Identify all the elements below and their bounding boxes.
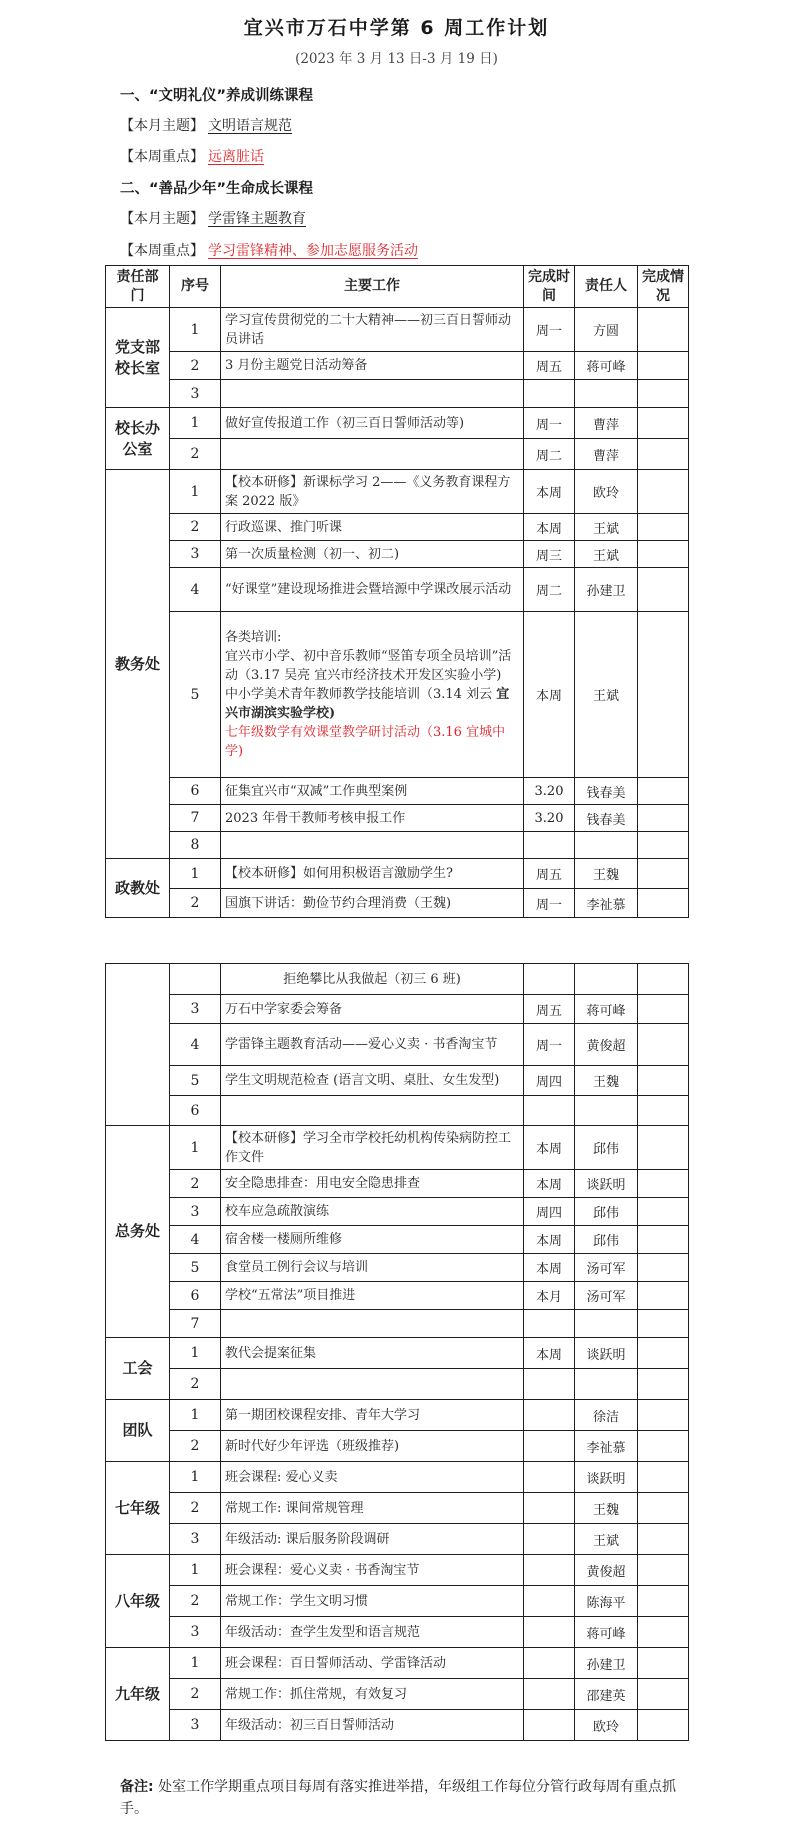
month-theme-value: 文明语言规范 xyxy=(208,118,292,134)
week-focus-label: 【本周重点】 xyxy=(120,243,204,259)
header-dept: 责任部门 xyxy=(106,266,170,308)
num-cell: 7 xyxy=(170,1310,221,1338)
task-cell xyxy=(221,380,524,408)
person-cell: 王斌 xyxy=(575,541,638,568)
task-cell: 班会课程：百日誓师活动、学雷锋活动 xyxy=(221,1648,524,1679)
table-header-row xyxy=(106,266,689,308)
status-cell xyxy=(638,1310,689,1338)
section-1-heading: 一、“文明礼仪”养成训练课程 xyxy=(120,88,314,104)
num-cell: 4 xyxy=(170,1024,221,1066)
time-cell: 3.20 xyxy=(524,805,575,832)
task-cell xyxy=(221,1310,524,1338)
status-cell xyxy=(638,832,689,859)
status-cell xyxy=(638,1524,689,1555)
person-cell: 王斌 xyxy=(575,1524,638,1555)
time-cell xyxy=(524,1555,575,1586)
table-row xyxy=(106,1431,689,1462)
task-cell xyxy=(221,439,524,470)
person-cell: 王斌 xyxy=(575,514,638,541)
num-cell: 6 xyxy=(170,1096,221,1126)
num-cell: 6 xyxy=(170,778,221,805)
num-cell: 2 xyxy=(170,514,221,541)
task-cell xyxy=(221,1096,524,1126)
training-item-art-venue: 宜兴市湖滨实验学校) xyxy=(225,687,510,721)
time-cell: 本周 xyxy=(524,514,575,541)
table-row xyxy=(106,1617,689,1648)
task-cell: 校车应急疏散演练 xyxy=(221,1198,524,1226)
table-row xyxy=(106,1400,689,1431)
num-cell: 8 xyxy=(170,832,221,859)
section-2-month-theme xyxy=(120,208,312,228)
time-cell xyxy=(524,1710,575,1741)
task-cell-training xyxy=(221,612,524,778)
status-cell xyxy=(638,1170,689,1198)
person-cell xyxy=(575,832,638,859)
task-cell: 学校“五常法”项目推进 xyxy=(221,1282,524,1310)
task-cell: 班会课程：爱心义卖 · 书香淘宝节 xyxy=(221,1555,524,1586)
person-cell: 谈跃明 xyxy=(575,1170,638,1198)
table-row xyxy=(106,1493,689,1524)
table-row xyxy=(106,1555,689,1586)
time-cell: 本月 xyxy=(524,1282,575,1310)
status-cell xyxy=(638,308,689,352)
task-cell: 年级活动：初三百日誓师活动 xyxy=(221,1710,524,1741)
dept-cell: 工会 xyxy=(106,1338,170,1400)
section-2-week-focus xyxy=(120,240,424,260)
table-row xyxy=(106,1310,689,1338)
num-cell: 1 xyxy=(170,1400,221,1431)
table-row xyxy=(106,859,689,889)
table-row xyxy=(106,612,689,778)
person-cell xyxy=(575,1369,638,1400)
dept-cell: 总务处 xyxy=(106,1126,170,1338)
person-cell: 谈跃明 xyxy=(575,1462,638,1493)
time-cell: 本周 xyxy=(524,470,575,514)
task-cell: 征集宜兴市“双减”工作典型案例 xyxy=(221,778,524,805)
person-cell: 欧玲 xyxy=(575,1710,638,1741)
header-time: 完成时间 xyxy=(524,266,575,308)
status-cell xyxy=(638,1586,689,1617)
person-cell: 王魏 xyxy=(575,1493,638,1524)
status-cell xyxy=(638,1066,689,1096)
table-row xyxy=(106,514,689,541)
time-cell: 本周 xyxy=(524,1254,575,1282)
num-cell: 1 xyxy=(170,308,221,352)
footnote-label: 备注: xyxy=(120,1779,154,1795)
status-cell xyxy=(638,778,689,805)
num-cell: 1 xyxy=(170,408,221,439)
table-row xyxy=(106,1170,689,1198)
table-row xyxy=(106,541,689,568)
task-cell: 国旗下讲话：勤俭节约合理消费（王魏) xyxy=(221,889,524,918)
num-cell xyxy=(170,964,221,995)
table-row xyxy=(106,1679,689,1710)
time-cell xyxy=(524,964,575,995)
num-cell: 2 xyxy=(170,1369,221,1400)
task-cell: 【校本研修】新课标学习 2——《义务教育课程方案 2022 版》 xyxy=(221,470,524,514)
num-cell: 3 xyxy=(170,1198,221,1226)
num-cell: 4 xyxy=(170,568,221,612)
person-cell: 钱春美 xyxy=(575,805,638,832)
time-cell: 周二 xyxy=(524,439,575,470)
num-cell: 1 xyxy=(170,1338,221,1369)
status-cell xyxy=(638,1462,689,1493)
time-cell xyxy=(524,1369,575,1400)
dept-cell-continued xyxy=(106,964,170,1126)
task-cell: 教代会提案征集 xyxy=(221,1338,524,1369)
status-cell xyxy=(638,541,689,568)
time-cell: 周二 xyxy=(524,568,575,612)
task-cell: 常规工作：抓住常规，有效复习 xyxy=(221,1679,524,1710)
table-row xyxy=(106,1586,689,1617)
task-cell: 常规工作: 课间常规管理 xyxy=(221,1493,524,1524)
num-cell: 2 xyxy=(170,1170,221,1198)
person-cell: 钱春美 xyxy=(575,778,638,805)
table-row xyxy=(106,832,689,859)
table-row xyxy=(106,1254,689,1282)
status-cell xyxy=(638,1617,689,1648)
header-num: 序号 xyxy=(170,266,221,308)
time-cell xyxy=(524,1400,575,1431)
table-row xyxy=(106,1096,689,1126)
task-cell: “好课堂”建设现场推进会暨培源中学课改展示活动 xyxy=(221,568,524,612)
time-cell: 周五 xyxy=(524,995,575,1024)
month-theme-value: 学雷锋主题教育 xyxy=(208,211,306,227)
person-cell: 王魏 xyxy=(575,1066,638,1096)
status-cell xyxy=(638,380,689,408)
table-row xyxy=(106,964,689,995)
num-cell: 3 xyxy=(170,1617,221,1648)
task-cell xyxy=(221,1369,524,1400)
status-cell xyxy=(638,1648,689,1679)
status-cell xyxy=(638,439,689,470)
status-cell xyxy=(638,1338,689,1369)
time-cell: 本周 xyxy=(524,1126,575,1170)
table-row xyxy=(106,995,689,1024)
num-cell: 3 xyxy=(170,1710,221,1741)
num-cell: 1 xyxy=(170,470,221,514)
time-cell: 周一 xyxy=(524,408,575,439)
table-row xyxy=(106,1462,689,1493)
table-row xyxy=(106,352,689,380)
status-cell xyxy=(638,514,689,541)
training-item-art xyxy=(225,685,519,723)
person-cell: 李祉慕 xyxy=(575,889,638,918)
num-cell: 2 xyxy=(170,1679,221,1710)
table-row xyxy=(106,1226,689,1254)
status-cell xyxy=(638,1493,689,1524)
time-cell xyxy=(524,832,575,859)
time-cell xyxy=(524,1310,575,1338)
table-row xyxy=(106,308,689,352)
person-cell: 邱伟 xyxy=(575,1126,638,1170)
status-cell xyxy=(638,1198,689,1226)
person-cell: 孙建卫 xyxy=(575,1648,638,1679)
person-cell xyxy=(575,1096,638,1126)
person-cell: 邱伟 xyxy=(575,1198,638,1226)
status-cell xyxy=(638,1710,689,1741)
header-task: 主要工作 xyxy=(221,266,524,308)
person-cell: 王斌 xyxy=(575,612,638,778)
section-2-heading: 二、“善品少年”生命成长课程 xyxy=(120,181,314,197)
task-cell: 安全隐患排查：用电安全隐患排查 xyxy=(221,1170,524,1198)
num-cell: 5 xyxy=(170,1066,221,1096)
person-cell: 曹萍 xyxy=(575,408,638,439)
header-person: 责任人 xyxy=(575,266,638,308)
table-row xyxy=(106,408,689,439)
status-cell xyxy=(638,1400,689,1431)
status-cell xyxy=(638,1369,689,1400)
training-item-art-text: 中小学美术青年教师教学技能培训（3.14 刘云 xyxy=(225,687,497,702)
table-row xyxy=(106,439,689,470)
person-cell xyxy=(575,1310,638,1338)
task-cell: 班会课程: 爱心义卖 xyxy=(221,1462,524,1493)
num-cell: 3 xyxy=(170,995,221,1024)
time-cell: 本周 xyxy=(524,612,575,778)
person-cell: 曹萍 xyxy=(575,439,638,470)
time-cell xyxy=(524,1586,575,1617)
num-cell: 2 xyxy=(170,1431,221,1462)
task-cell: 第一期团校课程安排、青年大学习 xyxy=(221,1400,524,1431)
person-cell: 谈跃明 xyxy=(575,1338,638,1369)
person-cell: 李祉慕 xyxy=(575,1431,638,1462)
month-theme-label: 【本月主题】 xyxy=(120,118,204,134)
table-row xyxy=(106,470,689,514)
person-cell: 黄俊超 xyxy=(575,1024,638,1066)
task-cell: 食堂员工例行会议与培训 xyxy=(221,1254,524,1282)
section-1-month-theme xyxy=(120,115,298,135)
person-cell xyxy=(575,964,638,995)
task-cell: 【校本研修】学习全市学校托幼机构传染病防控工作文件 xyxy=(221,1126,524,1170)
table-row xyxy=(106,1126,689,1170)
task-cell: 学生文明规范检查 (语言文明、桌肚、女生发型) xyxy=(221,1066,524,1096)
task-cell: 学习宣传贯彻党的二十大精神——初三百日誓师动员讲话 xyxy=(221,308,524,352)
time-cell xyxy=(524,380,575,408)
table-row xyxy=(106,1524,689,1555)
person-cell: 黄俊超 xyxy=(575,1555,638,1586)
task-cell-continued: 拒绝攀比从我做起（初三 6 班) xyxy=(221,964,524,995)
status-cell xyxy=(638,568,689,612)
num-cell: 7 xyxy=(170,805,221,832)
status-cell xyxy=(638,964,689,995)
time-cell: 本周 xyxy=(524,1226,575,1254)
time-cell: 周一 xyxy=(524,308,575,352)
person-cell: 汤可军 xyxy=(575,1282,638,1310)
person-cell: 欧玲 xyxy=(575,470,638,514)
header-status: 完成情况 xyxy=(638,266,689,308)
training-item-math: 七年级数学有效课堂教学研讨活动（3.16 宜城中学) xyxy=(225,725,506,759)
dept-cell: 教务处 xyxy=(106,470,170,859)
footnote-text: 处室工作学期重点项目每周有落实推进举措，年级组工作每位分管行政每周有重点抓手。 xyxy=(120,1779,677,1817)
time-cell: 周五 xyxy=(524,352,575,380)
time-cell xyxy=(524,1096,575,1126)
num-cell: 1 xyxy=(170,859,221,889)
task-cell xyxy=(221,832,524,859)
status-cell xyxy=(638,1679,689,1710)
task-cell: 做好宣传报道工作（初三百日誓师活动等) xyxy=(221,408,524,439)
person-cell: 陈海平 xyxy=(575,1586,638,1617)
time-cell xyxy=(524,1524,575,1555)
person-cell: 孙建卫 xyxy=(575,568,638,612)
dept-cell: 八年级 xyxy=(106,1555,170,1648)
table-row xyxy=(106,1338,689,1369)
task-cell: 年级活动：查学生发型和语言规范 xyxy=(221,1617,524,1648)
page-title: 宜兴市万石中学第 6 周工作计划 xyxy=(243,17,550,39)
table-row xyxy=(106,805,689,832)
num-cell: 3 xyxy=(170,380,221,408)
num-cell: 4 xyxy=(170,1226,221,1254)
person-cell xyxy=(575,380,638,408)
week-focus-value: 远离脏话 xyxy=(208,149,264,165)
status-cell xyxy=(638,1226,689,1254)
status-cell xyxy=(638,1254,689,1282)
time-cell: 本周 xyxy=(524,1338,575,1369)
dept-cell: 党支部校长室 xyxy=(106,308,170,408)
time-cell xyxy=(524,1431,575,1462)
status-cell xyxy=(638,408,689,439)
person-cell: 蒋可峰 xyxy=(575,352,638,380)
time-cell: 周三 xyxy=(524,541,575,568)
status-cell xyxy=(638,1096,689,1126)
num-cell: 3 xyxy=(170,541,221,568)
num-cell: 2 xyxy=(170,1586,221,1617)
time-cell: 周一 xyxy=(524,1024,575,1066)
task-cell: 万石中学家委会筹备 xyxy=(221,995,524,1024)
dept-cell: 校长办公室 xyxy=(106,408,170,470)
status-cell xyxy=(638,1282,689,1310)
time-cell: 周四 xyxy=(524,1066,575,1096)
status-cell xyxy=(638,352,689,380)
person-cell: 蒋可峰 xyxy=(575,1617,638,1648)
person-cell: 邵建英 xyxy=(575,1679,638,1710)
num-cell: 5 xyxy=(170,612,221,778)
status-cell xyxy=(638,470,689,514)
num-cell: 1 xyxy=(170,1555,221,1586)
task-cell: 常规工作：学生文明习惯 xyxy=(221,1586,524,1617)
training-item-music: 宜兴市小学、初中音乐教师“竖笛专项全员培训”活动（3.17 吴亮 宜兴市经济技术开发区实验小学) xyxy=(225,649,512,683)
table-row xyxy=(106,1282,689,1310)
person-cell: 徐洁 xyxy=(575,1400,638,1431)
status-cell xyxy=(638,995,689,1024)
table-row xyxy=(106,380,689,408)
time-cell xyxy=(524,1679,575,1710)
dept-cell: 九年级 xyxy=(106,1648,170,1741)
status-cell xyxy=(638,1126,689,1170)
num-cell: 2 xyxy=(170,352,221,380)
plan-table-1 xyxy=(105,265,689,918)
dept-cell: 团队 xyxy=(106,1400,170,1462)
task-cell: 学雷锋主题教育活动——爱心义卖 · 书香淘宝节 xyxy=(221,1024,524,1066)
person-cell: 王魏 xyxy=(575,859,638,889)
person-cell: 蒋可峰 xyxy=(575,995,638,1024)
week-focus-value: 学习雷锋精神、参加志愿服务活动 xyxy=(208,243,418,259)
person-cell: 汤可军 xyxy=(575,1254,638,1282)
time-cell xyxy=(524,1462,575,1493)
time-cell: 本周 xyxy=(524,1170,575,1198)
dept-cell: 政教处 xyxy=(106,859,170,918)
time-cell: 周五 xyxy=(524,859,575,889)
status-cell xyxy=(638,805,689,832)
task-cell: 新时代好少年评选（班级推荐) xyxy=(221,1431,524,1462)
status-cell xyxy=(638,1431,689,1462)
task-cell: 宿舍楼一楼厕所维修 xyxy=(221,1226,524,1254)
task-cell: 2023 年骨干教师考核申报工作 xyxy=(221,805,524,832)
table-row xyxy=(106,1710,689,1741)
status-cell xyxy=(638,859,689,889)
table-row xyxy=(106,1066,689,1096)
num-cell: 3 xyxy=(170,1524,221,1555)
plan-table-2 xyxy=(105,963,689,1741)
date-range: (2023 年 3 月 13 日-3 月 19 日) xyxy=(295,51,498,67)
dept-cell: 七年级 xyxy=(106,1462,170,1555)
status-cell xyxy=(638,1555,689,1586)
status-cell xyxy=(638,1024,689,1066)
person-cell: 方圆 xyxy=(575,308,638,352)
table-row xyxy=(106,1648,689,1679)
table-row xyxy=(106,568,689,612)
footnote xyxy=(120,1776,680,1820)
section-1-week-focus xyxy=(120,146,270,166)
week-focus-label: 【本周重点】 xyxy=(120,149,204,165)
table-row xyxy=(106,1198,689,1226)
table-row xyxy=(106,1024,689,1066)
num-cell: 1 xyxy=(170,1648,221,1679)
status-cell xyxy=(638,889,689,918)
task-cell: 行政巡课、推门听课 xyxy=(221,514,524,541)
time-cell: 周一 xyxy=(524,889,575,918)
time-cell: 周四 xyxy=(524,1198,575,1226)
num-cell: 1 xyxy=(170,1462,221,1493)
num-cell: 1 xyxy=(170,1126,221,1170)
table-row xyxy=(106,778,689,805)
num-cell: 6 xyxy=(170,1282,221,1310)
time-cell xyxy=(524,1493,575,1524)
time-cell xyxy=(524,1648,575,1679)
num-cell: 2 xyxy=(170,1493,221,1524)
person-cell: 邱伟 xyxy=(575,1226,638,1254)
status-cell xyxy=(638,612,689,778)
task-cell: 【校本研修】如何用积极语言激励学生? xyxy=(221,859,524,889)
table-row xyxy=(106,1369,689,1400)
table-row xyxy=(106,889,689,918)
time-cell: 3.20 xyxy=(524,778,575,805)
task-cell: 年级活动: 课后服务阶段调研 xyxy=(221,1524,524,1555)
month-theme-label: 【本月主题】 xyxy=(120,211,204,227)
num-cell: 2 xyxy=(170,889,221,918)
task-cell: 3 月份主题党日活动筹备 xyxy=(221,352,524,380)
time-cell xyxy=(524,1617,575,1648)
num-cell: 2 xyxy=(170,439,221,470)
training-heading: 各类培训: xyxy=(225,630,282,645)
task-cell: 第一次质量检测（初一、初二) xyxy=(221,541,524,568)
num-cell: 5 xyxy=(170,1254,221,1282)
